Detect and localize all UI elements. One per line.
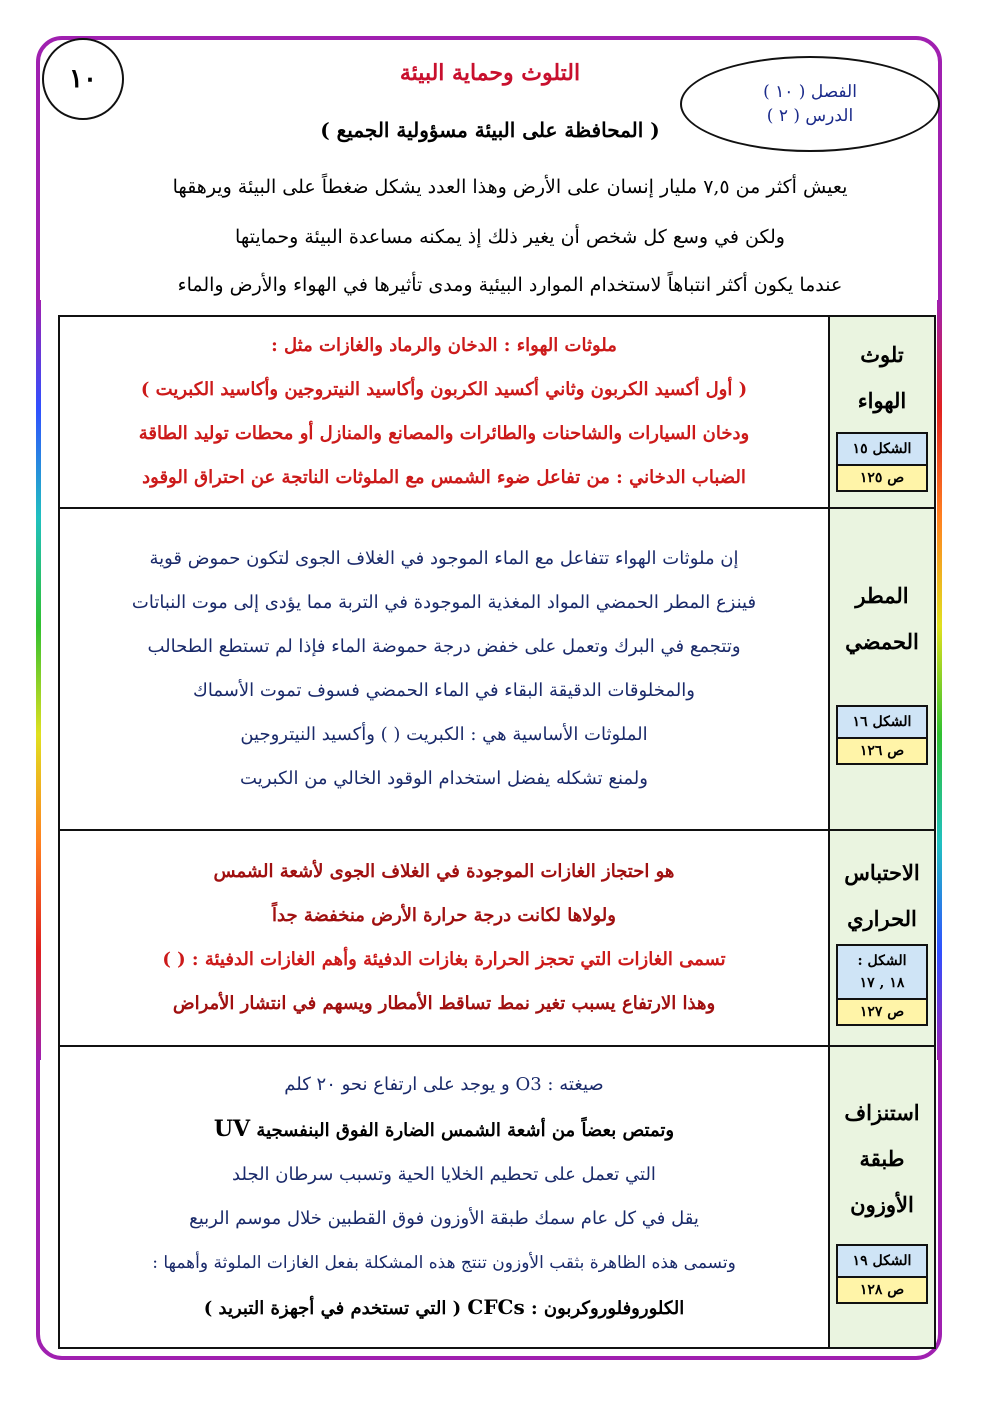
content-line: الملوثات الأساسية هي : الكبريت ( ) وأكسيد النيتروجين [240, 724, 648, 745]
intro-line-3: عندما يكون أكثر انتباهاً لاستخدام الموارد البيئية ومدى تأثيرها في الهواء والأرض والماء [177, 274, 843, 296]
intro-line-2: ولكن في وسع كل شخص أن يغير ذلك إذ يمكنه مساعدة البيئة وحمايتها [235, 226, 785, 248]
page-number: ١٠ [69, 64, 97, 94]
lesson-label: الدرس ( ٢ ) [766, 106, 854, 126]
figure-number: الشكل ١٩ [838, 1246, 926, 1278]
section-label-cell [829, 1046, 935, 1348]
cfc-label: CFCs [467, 1295, 525, 1319]
figure-number: الشكل ١٦ [838, 707, 926, 739]
chapter-label: الفصل ( ١٠ ) [763, 82, 857, 102]
content-line: ودخان السيارات والشاحنات والطائرات والمصانع والمنازل أو محطات توليد الطاقة [138, 423, 750, 444]
section-label-cell [829, 830, 935, 1046]
section-label-cell [829, 508, 935, 830]
page-subtitle: ( المحافظة على البيئة مسؤولية الجميع ) [320, 118, 660, 142]
content-line: ولولاها لكانت درجة حرارة الأرض منخفضة جداً [272, 905, 616, 926]
decorative-border-left [36, 300, 41, 1060]
content-line: التي تعمل على تحطيم الخلايا الحية وتسبب سرطان الجلد [232, 1164, 656, 1185]
decorative-border-right [937, 300, 942, 1060]
page-title: التلوث وحماية البيئة [399, 60, 581, 86]
section-ozone [59, 1046, 935, 1348]
section-acid-rain [59, 508, 935, 830]
content-line: إن ملوثات الهواء تتفاعل مع الماء الموجود في الغلاف الجوى لتكون حموض قوية [149, 548, 739, 569]
cfc-line: الكلوروفلوروكربون : CFCs ( التي تستخدم في أجهزة التبريد ) [203, 1295, 685, 1319]
section-content [59, 830, 829, 1046]
section-title: الاحتباس الحراري [844, 860, 920, 931]
section-air-pollution [59, 316, 935, 508]
section-content [59, 1046, 829, 1348]
ozone-formula: O3 [515, 1074, 542, 1095]
page-reference: ص ١٢٥ [838, 466, 926, 490]
content-line: والمخلوقات الدقيقة البقاء في الماء الحمضي فسوف تموت الأسماك [193, 680, 695, 701]
figure-reference [836, 944, 928, 1026]
figure-number: الشكل : ١٨ , ١٧ [838, 946, 926, 1000]
section-title: استنزاف طبقة الأوزون [844, 1100, 920, 1217]
page-reference: ص ١٢٦ [838, 739, 926, 763]
content-line: هو احتجاز الغازات الموجودة في الغلاف الجوى لأشعة الشمس [213, 861, 675, 882]
figure-reference [836, 705, 928, 765]
content-table [58, 315, 936, 1349]
content-line: يقل في كل عام سمك طبقة الأوزون فوق القطبين خلال موسم الربيع [189, 1208, 699, 1229]
content-line: الضباب الدخاني : من تفاعل ضوء الشمس مع الملوثات الناتجة عن احتراق الوقود [142, 467, 746, 488]
section-title: تلوث الهواء [857, 342, 907, 413]
content-line: ( أول أكسيد الكربون وثاني أكسيد الكربون وأكاسيد النيتروجين وأكاسيد الكبريت ) [140, 379, 748, 400]
figure-reference [836, 432, 928, 492]
content-line: تسمى الغازات التي تحجز الحرارة بغازات الدفيئة وأهم الغازات الدفيئة : ( ) [162, 949, 726, 970]
section-content [59, 316, 829, 508]
intro-line-1: يعيش أكثر من ٧,٥ مليار إنسان على الأرض وهذا العدد يشكل ضغطاً على البيئة ويرهقها [172, 176, 848, 198]
content-line: ولمنع تشكله يفضل استخدام الوقود الخالي من الكبريت [240, 768, 648, 789]
content-line: فينزع المطر الحمضي المواد المغذية الموجودة في التربة مما يؤدى إلى موت النباتات [131, 592, 757, 613]
page-number-badge [42, 38, 124, 120]
section-title: المطر الحمضي [845, 583, 919, 654]
section-content [59, 508, 829, 830]
page-reference: ص ١٢٧ [838, 1000, 926, 1024]
uv-line: وتمتص بعضاً من أشعة الشمس الضارة الفوق البنفسجية UV [213, 1116, 675, 1142]
content-line: وهذا الارتفاع يسبب تغير نمط تساقط الأمطار ويسهم في انتشار الأمراض [172, 993, 716, 1014]
section-greenhouse [59, 830, 935, 1046]
figure-reference [836, 1244, 928, 1304]
ozone-formula-line: صيغته : O3 و يوجد على ارتفاع نحو ٢٠ كلم [284, 1074, 604, 1095]
section-label-cell [829, 316, 935, 508]
figure-number: الشكل ١٥ [838, 434, 926, 466]
uv-label: UV [213, 1116, 251, 1142]
content-line: وتسمى هذه الظاهرة بثقب الأوزون تنتج هذه المشكلة بفعل الغازات الملوثة وأهمها : [152, 1253, 736, 1273]
content-line: وتتجمع في البرك وتعمل على خفض درجة حموضة الماء فإذا لم تستطع الطحالب [147, 636, 741, 657]
page-reference: ص ١٢٨ [838, 1278, 926, 1302]
content-line: ملوثات الهواء : الدخان والرماد والغازات مثل : [271, 335, 617, 356]
